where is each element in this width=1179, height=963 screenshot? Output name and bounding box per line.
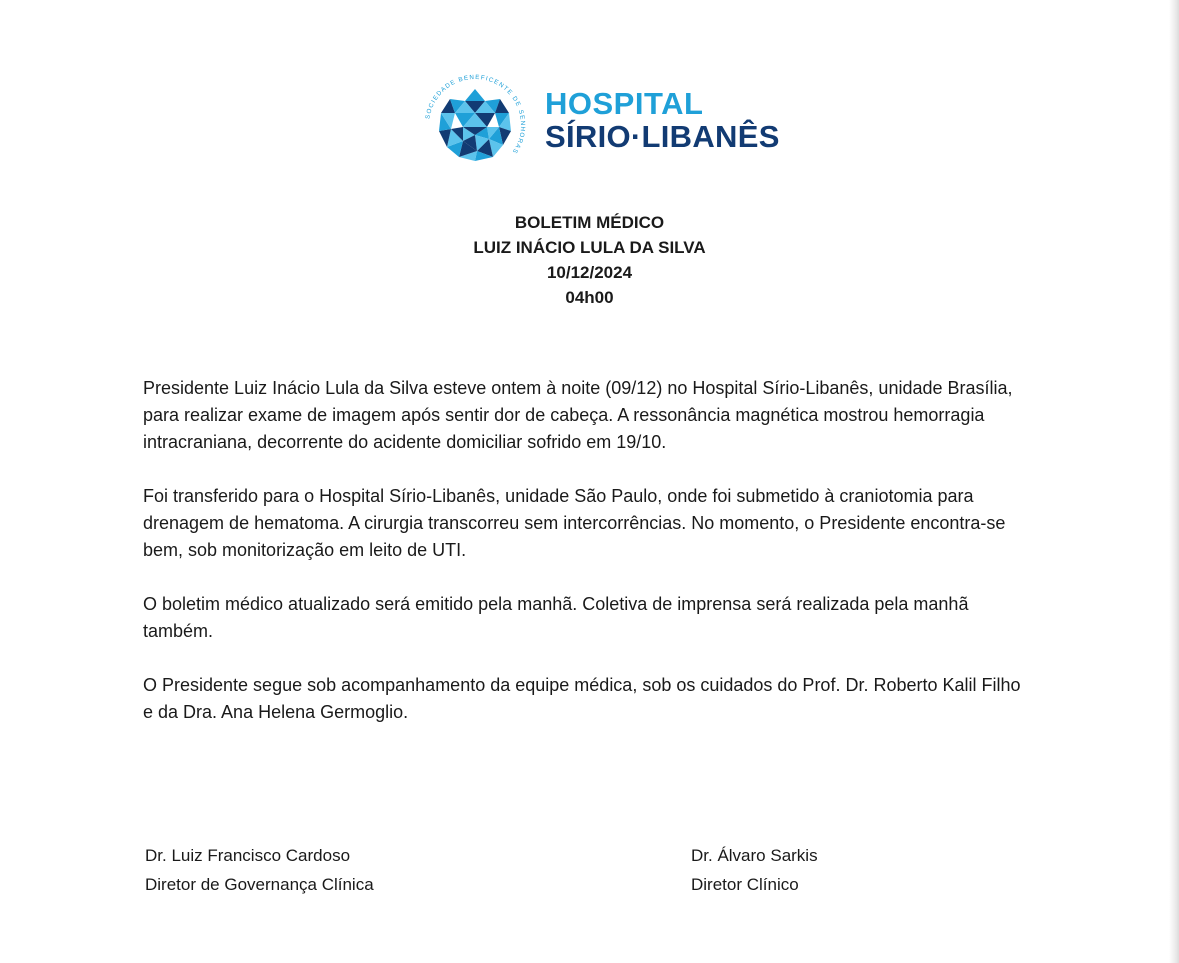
signatory-name: Dr. Álvaro Sarkis bbox=[691, 846, 818, 865]
logo-line-hospital: HOSPITAL bbox=[545, 86, 704, 121]
page-edge-shadow bbox=[1169, 0, 1179, 963]
logo-line-name: SÍRIO·LIBANÊS bbox=[545, 118, 780, 154]
bulletin-time: 04h00 bbox=[565, 288, 614, 307]
signatory-role: Diretor de Governança Clínica bbox=[145, 875, 374, 894]
paragraph: Presidente Luiz Inácio Lula da Silva esteve ontem à noite (09/12) no Hospital Sírio-Libanês, unidade Brasília, para realizar exame de imagem após sentir dor de cabeça. A ressonância magnética mostrou hemorragia intracraniana, decorrente do acidente domiciliar sofrido em 19/10. bbox=[143, 378, 1013, 452]
svg-text:SOCIEDADE BENEFICENTE DE SENHO: SOCIEDADE BENEFICENTE DE SENHORAS bbox=[424, 73, 527, 156]
bulletin-date: 10/12/2024 bbox=[546, 263, 633, 282]
hospital-logo bbox=[420, 70, 800, 180]
hospital-wordmark bbox=[545, 88, 780, 153]
bulletin-heading bbox=[0, 210, 1179, 310]
paragraph: Foi transferido para o Hospital Sírio-Libanês, unidade São Paulo, onde foi submetido à craniotomia para drenagem de hematoma. A cirurgia transcorreu sem intercorrências. No momento, o Presidente encontra-se bem, sob monitorização em leito de UTI. bbox=[143, 486, 1006, 560]
signatory-name: Dr. Luiz Francisco Cardoso bbox=[145, 846, 351, 865]
signature-block bbox=[691, 841, 818, 899]
patient-name: LUIZ INÁCIO LULA DA SILVA bbox=[473, 238, 706, 257]
signature-block bbox=[145, 841, 374, 899]
paragraph: O boletim médico atualizado será emitido pela manhã. Coletiva de imprensa será realizada pela manhã também. bbox=[143, 594, 969, 641]
signatory-role: Diretor Clínico bbox=[691, 875, 799, 894]
bulletin-title: BOLETIM MÉDICO bbox=[514, 213, 665, 232]
hospital-seal-icon bbox=[420, 70, 530, 180]
paragraph: O Presidente segue sob acompanhamento da equipe médica, sob os cuidados do Prof. Dr. Roberto Kalil Filho e da Dra. Ana Helena Germoglio. bbox=[143, 675, 1021, 722]
bulletin-body bbox=[143, 375, 1023, 753]
